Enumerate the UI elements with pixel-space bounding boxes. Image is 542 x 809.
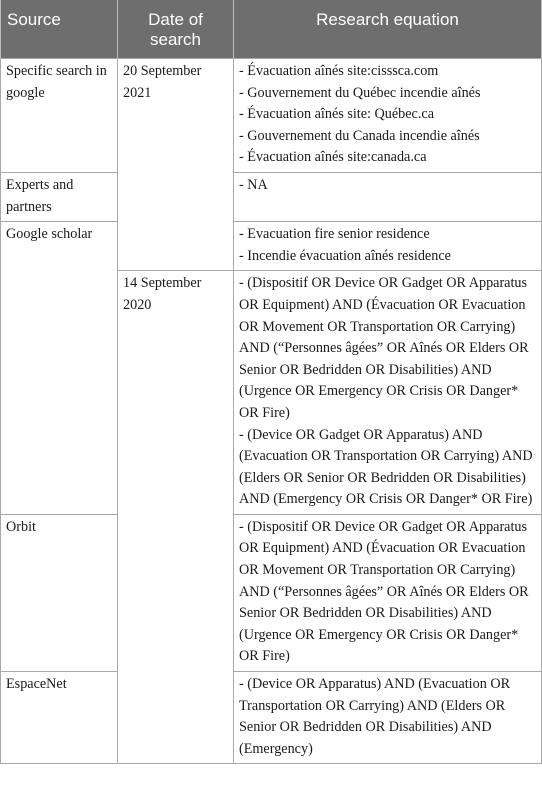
source-cell: Specific search in google	[1, 59, 118, 173]
equation-line: - Incendie évacuation aînés residence	[239, 247, 451, 264]
table-header	[1, 0, 542, 59]
header-date: Date of search	[118, 0, 234, 59]
equation-line: - (Device OR Gadget OR Apparatus) AND (Evacuation OR Transportation OR Carrying) AND (Elders OR Senior OR Bedridden OR Disabilities) AND (Emergency OR Crisis OR Danger* OR Fire)	[239, 426, 533, 508]
table-row	[1, 514, 542, 671]
source-cell: Orbit	[1, 514, 118, 671]
equation-line: - (Dispositif OR Device OR Gadget OR Apparatus OR Equipment) AND (Évacuation OR Evacuation OR Movement OR Transportation OR Carrying) AND (“Personnes âgées” OR Aînés OR Elders OR Senior OR Bedridden OR Disabilities) AND (Urgence OR Emergency OR Crisis OR Danger* OR Fire)	[239, 275, 529, 421]
table-row	[1, 59, 542, 173]
equation-cell	[234, 59, 542, 173]
table-row	[1, 222, 542, 271]
equation-line: - Évacuation aînés site:cisssca.com	[239, 63, 439, 79]
equation-line: - Evacuation fire senior residence	[239, 226, 430, 243]
equation-line: - Évacuation aînés site: Québec.ca	[239, 106, 434, 123]
equation-line: - Gouvernement du Canada incendie aînés	[239, 127, 480, 144]
equation-line: - Évacuation aînés site:canada.ca	[239, 149, 427, 166]
equation-cell	[234, 271, 542, 515]
source-cell: EspaceNet	[1, 672, 118, 764]
header-equation: Research equation	[234, 0, 542, 59]
date-cell: 20 September 2021	[118, 59, 234, 271]
header-source: Source	[1, 0, 118, 59]
source-cell: Experts and partners	[1, 172, 118, 221]
equation-cell	[234, 222, 542, 271]
equation-cell: - (Dispositif OR Device OR Gadget OR Apparatus OR Equipment) AND (Évacuation OR Evacuation OR Movement OR Transportation OR Carrying) AND (“Personnes âgées” OR Aînés OR Elders OR Senior OR Bedridden OR Disabilities) AND (Urgence OR Emergency OR Crisis OR Danger* OR Fire)	[234, 514, 542, 671]
date-cell: 14 September 2020	[118, 271, 234, 764]
equation-cell: - NA	[234, 172, 542, 221]
equation-cell: - (Device OR Apparatus) AND (Evacuation OR Transportation OR Carrying) AND (Elders OR Senior OR Bedridden OR Disabilities) AND (Emergency)	[234, 672, 542, 764]
equation-line: - Gouvernement du Québec incendie aînés	[239, 84, 481, 101]
table-row	[1, 172, 542, 221]
table-row	[1, 672, 542, 764]
source-cell: Google scholar	[1, 222, 118, 515]
